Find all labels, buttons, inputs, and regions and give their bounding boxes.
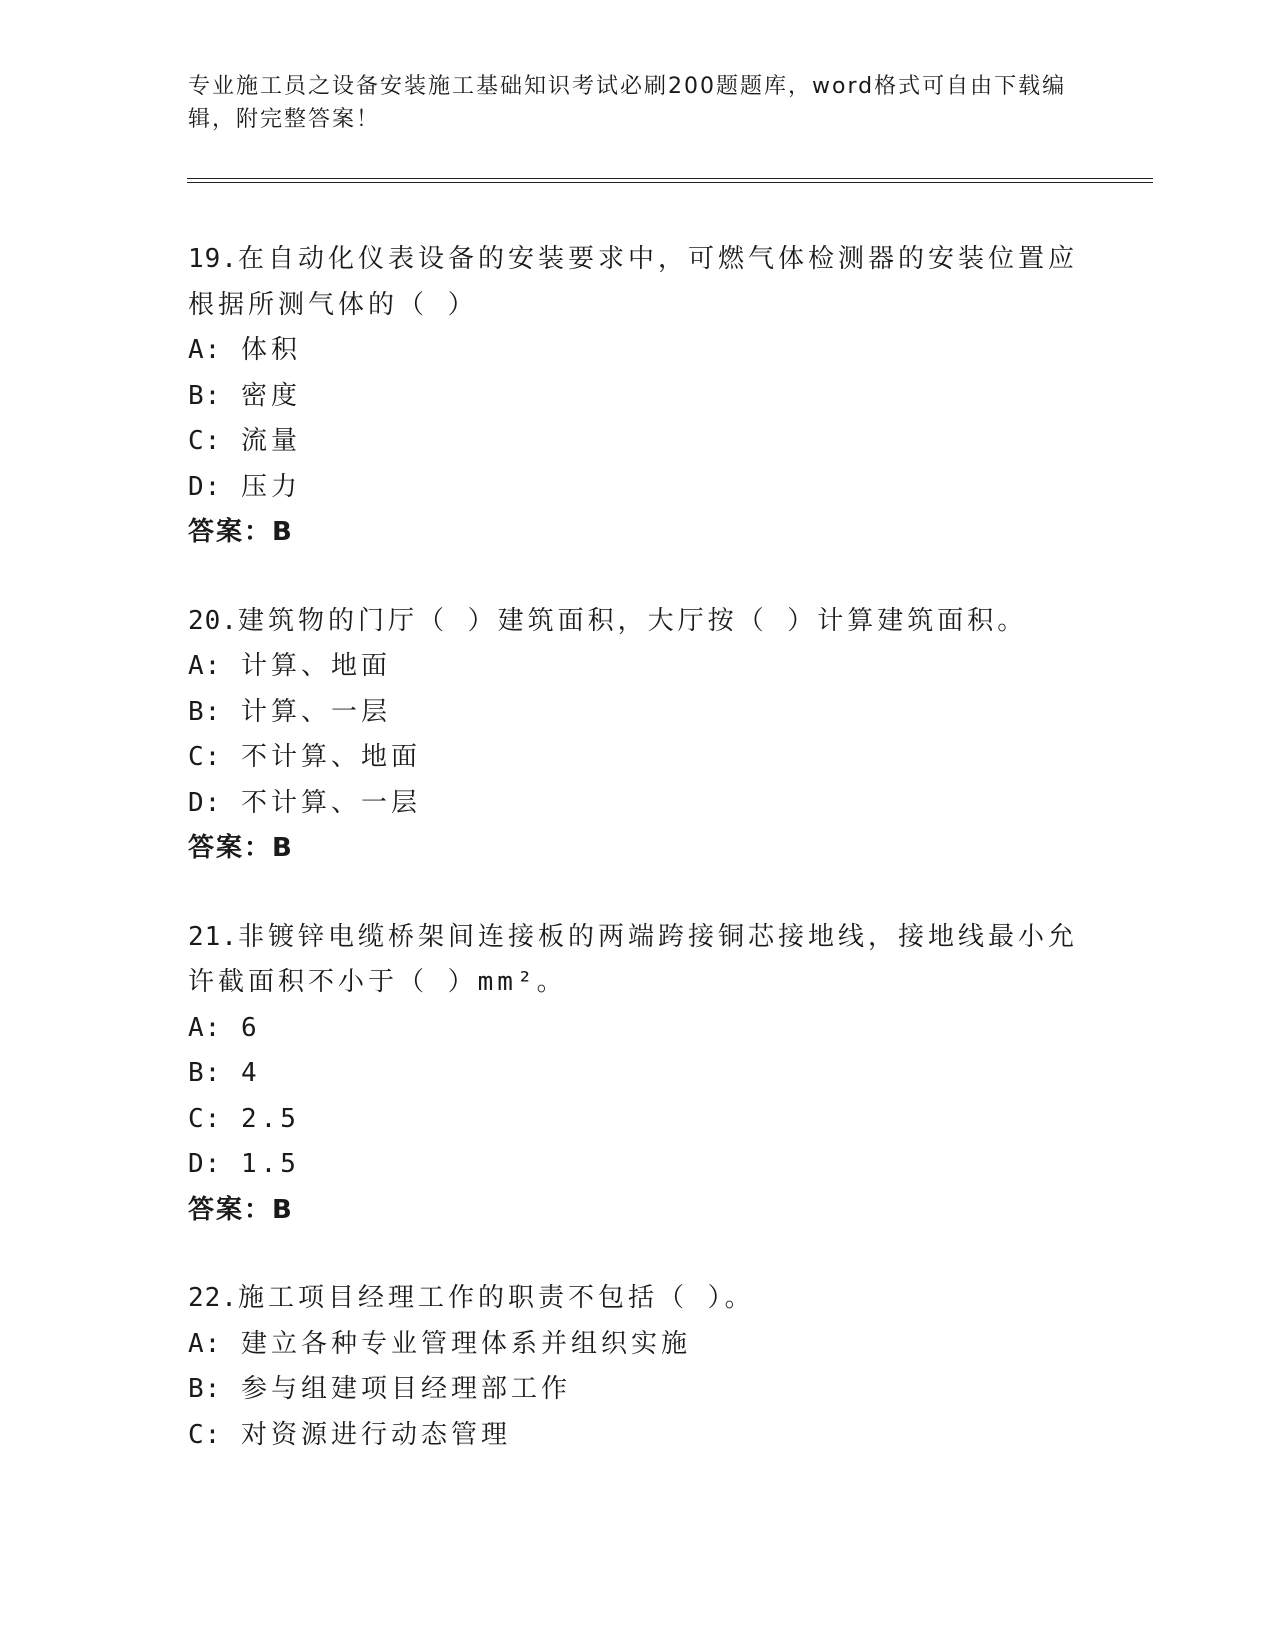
option-a — [188, 1006, 1088, 1052]
question-stem: 建筑物的门厅（ ）建筑面积，大厅按（ ）计算建筑面积。 — [237, 605, 1028, 636]
option-text: 密度 — [240, 380, 301, 411]
option-key: D: — [188, 1149, 222, 1179]
option-b — [188, 690, 1088, 736]
answer-line: 答案：B — [188, 833, 294, 863]
option-a — [188, 1322, 1088, 1368]
option-text: 计算、一层 — [240, 696, 391, 727]
option-key: C: — [188, 1419, 222, 1450]
option-text: 压力 — [240, 471, 301, 502]
option-key: B: — [188, 1058, 222, 1088]
question-number: 21. — [188, 921, 238, 952]
option-key: C: — [188, 1103, 222, 1134]
option-key: A: — [188, 651, 222, 681]
question-number: 20. — [188, 605, 238, 636]
option-text: 流量 — [240, 426, 301, 456]
option-key: B: — [188, 696, 222, 727]
option-text: 4 — [240, 1058, 261, 1088]
option-text: 不计算、一层 — [240, 787, 421, 818]
option-d — [188, 781, 1088, 827]
option-d — [188, 1142, 1088, 1188]
option-a — [188, 644, 1088, 690]
question-number: 22. — [188, 1283, 238, 1313]
option-key: A: — [188, 1328, 222, 1359]
answer-line: 答案：B — [188, 1194, 294, 1225]
option-b — [188, 1051, 1088, 1097]
option-key: B: — [188, 1374, 222, 1404]
option-key: A: — [188, 335, 222, 365]
option-key: C: — [188, 426, 222, 456]
option-text: 体积 — [240, 335, 301, 365]
option-c — [188, 1097, 1088, 1143]
option-a — [188, 328, 1088, 374]
option-text: 6 — [240, 1012, 261, 1043]
option-text: 建立各种专业管理体系并组织实施 — [240, 1328, 691, 1359]
question-21 — [188, 915, 1088, 1234]
option-text: 对资源进行动态管理 — [240, 1419, 511, 1450]
option-key: C: — [188, 742, 222, 772]
option-key: B: — [188, 380, 222, 411]
option-text: 计算、地面 — [240, 651, 391, 681]
question-text — [188, 915, 1088, 1006]
question-20 — [188, 599, 1088, 872]
question-text — [188, 1276, 1088, 1322]
option-text: 2.5 — [240, 1103, 300, 1134]
option-key: D: — [188, 471, 222, 502]
option-c — [188, 735, 1088, 781]
option-b — [188, 374, 1088, 420]
option-key: D: — [188, 787, 222, 818]
question-stem: 非镀锌电缆桥架间连接板的两端跨接铜芯接地线，接地线最小允许截面积不小于（ ）mm²。 — [188, 921, 1078, 997]
option-key: A: — [188, 1012, 222, 1043]
question-number: 19. — [188, 244, 238, 274]
option-d — [188, 465, 1088, 511]
option-text: 不计算、地面 — [240, 742, 421, 772]
question-stem: 在自动化仪表设备的安装要求中，可燃气体检测器的安装位置应根据所测气体的（ ） — [188, 244, 1078, 320]
question-22 — [188, 1276, 1088, 1458]
option-c — [188, 1413, 1088, 1459]
answer-line: 答案：B — [188, 517, 294, 547]
question-text — [188, 599, 1088, 645]
question-list — [188, 237, 1088, 1501]
document-header: 专业施工员之设备安装施工基础知识考试必刷200题题库，word格式可自由下载编辑，附完整答案！ — [188, 74, 1067, 132]
option-text: 1.5 — [240, 1149, 300, 1179]
option-text: 参与组建项目经理部工作 — [240, 1374, 571, 1404]
option-b — [188, 1367, 1088, 1413]
header-double-rule — [187, 178, 1153, 183]
question-stem: 施工项目经理工作的职责不包括（ ）。 — [237, 1283, 755, 1313]
question-text — [188, 237, 1088, 328]
question-19 — [188, 237, 1088, 556]
option-c — [188, 419, 1088, 465]
